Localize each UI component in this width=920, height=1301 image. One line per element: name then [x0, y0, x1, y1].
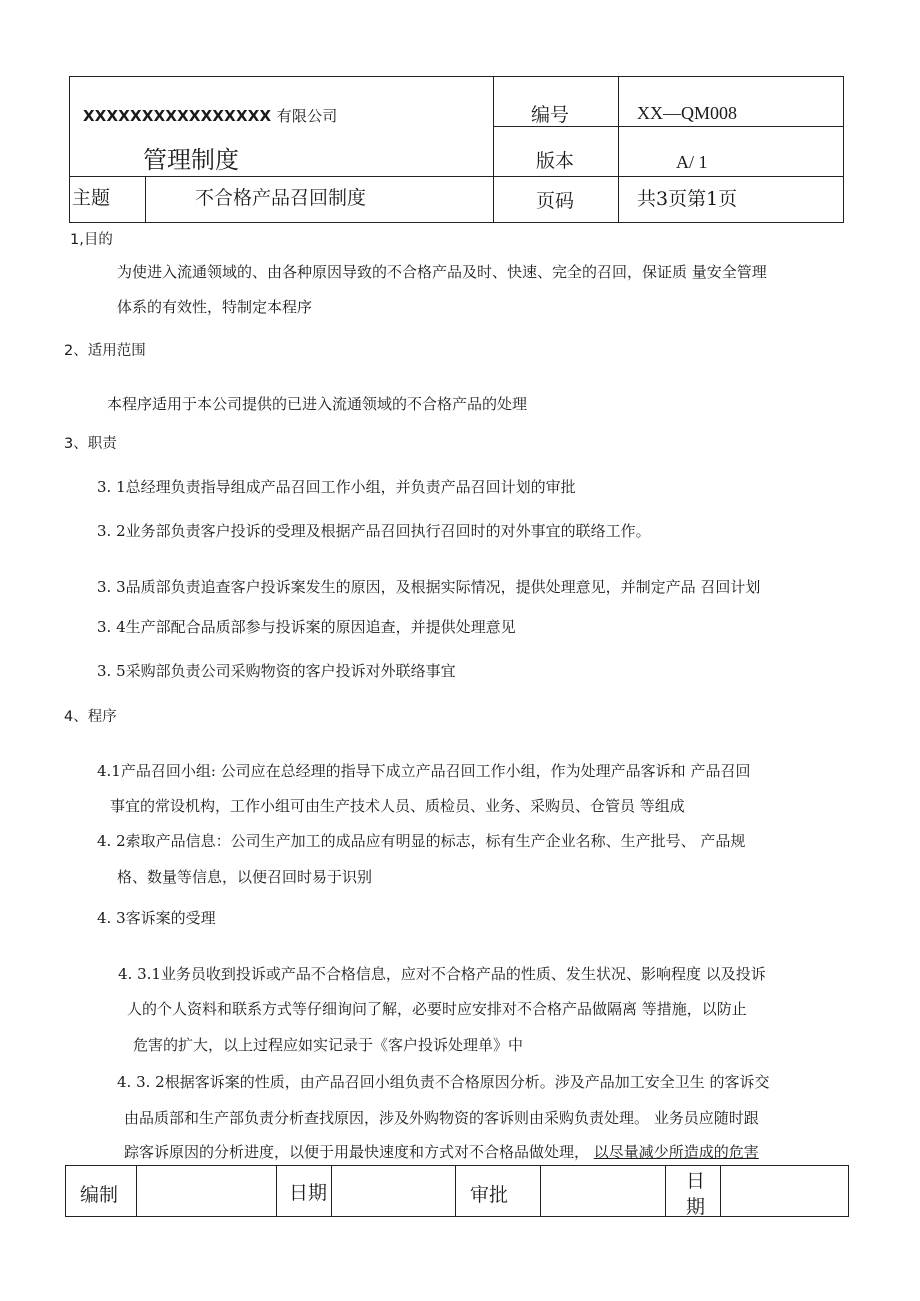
- section-4-title: 4、程序: [64, 709, 117, 725]
- section-4-3-1-line-3: 危害的扩大，以上过程应如实记录于《客户投诉处理单》中: [133, 1036, 524, 1054]
- number-value: XX—QM008: [637, 103, 738, 123]
- review-value[interactable]: [544, 1168, 661, 1213]
- date2-label-line-1: 日: [686, 1170, 706, 1192]
- compile-value[interactable]: [140, 1168, 272, 1213]
- section-3-item-4: 3. 4生产部配合品质部参与投诉案的原因追查，并提供处理意见: [97, 618, 516, 636]
- number-label: 编号: [531, 104, 570, 126]
- date2-value[interactable]: [724, 1168, 844, 1213]
- section-2-line-1: 本程序适用于本公司提供的已进入流通领域的不合格产品的处理: [107, 395, 528, 413]
- header-divider-col3: [618, 76, 619, 223]
- date-label: 日期: [289, 1182, 328, 1204]
- footer-divider-5: [540, 1165, 541, 1217]
- section-1-line-2: 体系的有效性，特制定本程序: [117, 298, 313, 316]
- section-4-3-2-line-3-text: 踪客诉原因的分析进度，以便于用最快速度和方式对不合格品做处理，: [124, 1143, 590, 1161]
- section-4-2-line-2: 格、数量等信息，以便召回时易于识别: [117, 868, 373, 886]
- section-2-title: 2、适用范围: [64, 343, 146, 359]
- page-value: 共3页第1页: [637, 188, 738, 210]
- section-4-1-line-2: 事宜的常设机构，工作小组可由生产技术人员、质检员、业务、采购员、仓管员 等组成: [110, 797, 685, 815]
- footer-divider-1: [136, 1165, 137, 1217]
- section-4-3-1-line-1: 4. 3.1业务员收到投诉或产品不合格信息，应对不合格产品的性质、发生状况、影响程度 以及投诉: [118, 965, 766, 983]
- header-divider-col1: [145, 176, 146, 223]
- company-name-suffix: 有限公司: [276, 107, 338, 125]
- section-3-item-1: 3. 1总经理负责指导组成产品召回工作小组，并负责产品召回计划的审批: [97, 478, 576, 496]
- section-4-3-1-line-2: 人的个人资料和联系方式等仔细询问了解，必要时应安排对不合格产品做隔离 等措施，以防止: [127, 1000, 747, 1018]
- footer-divider-3: [331, 1165, 332, 1217]
- section-3-item-2: 3. 2业务部负责客户投诉的受理及根据产品召回执行召回时的对外事宜的联络工作。: [97, 522, 651, 540]
- date2-label-line-2: 期: [686, 1196, 706, 1218]
- version-label: 版本: [536, 150, 575, 172]
- section-4-3-2-line-2: 由品质部和生产部负责分析查找原因，涉及外购物资的客诉则由采购负责处理。 业务员应随时跟: [124, 1109, 759, 1127]
- date-value[interactable]: [335, 1168, 451, 1213]
- version-value: A/ 1: [676, 152, 708, 172]
- compile-label: 编制: [80, 1184, 119, 1206]
- section-4-3-2-line-3-underlined: 以尽量减少所造成的危害: [593, 1143, 759, 1161]
- footer-divider-2: [276, 1165, 277, 1217]
- company-name: [83, 105, 338, 126]
- section-1-line-1: 为使进入流通领域的、由各种原因导致的不合格产品及时、快速、完全的召回，保证质 量安全管理: [117, 263, 767, 281]
- section-4-3-2-line-3: [124, 1141, 759, 1162]
- company-name-main: XXXXXXXXXXXXXXXX: [83, 107, 272, 125]
- section-4-3-title: 4. 3客诉案的受理: [97, 909, 216, 927]
- header-divider-col2: [493, 76, 494, 223]
- section-4-3-2-line-1: 4. 3. 2根据客诉案的性质，由产品召回小组负责不合格原因分析。涉及产品加工安全卫生 的客诉交: [117, 1073, 770, 1091]
- footer-divider-4: [455, 1165, 456, 1217]
- review-label: 审批: [470, 1184, 509, 1206]
- section-3-item-5: 3. 5采购部负责公司采购物资的客户投诉对外联络事宜: [97, 662, 456, 680]
- section-3-item-3: 3. 3品质部负责追查客户投诉案发生的原因，及根据实际情况，提供处理意见，并制定产品 召回计划: [97, 578, 761, 596]
- section-4-2-line-1: 4. 2索取产品信息：公司生产加工的成品应有明显的标志，标有生产企业名称、生产批号、 产品规: [97, 832, 746, 850]
- section-4-1-line-1: 4.1产品召回小组: 公司应在总经理的指导下成立产品召回工作小组，作为处理产品客诉和 产品召回: [97, 762, 751, 780]
- section-3-title: 3、职责: [64, 436, 117, 452]
- subject-value: 不合格产品召回制度: [195, 187, 367, 209]
- footer-divider-7: [720, 1165, 721, 1217]
- doc-type: 管理制度: [143, 146, 239, 174]
- section-1-title: 1,目的: [70, 232, 113, 248]
- footer-divider-6: [665, 1165, 666, 1217]
- page-label: 页码: [536, 190, 575, 212]
- header-divider-row2: [69, 176, 844, 177]
- subject-label: 主题: [72, 187, 111, 209]
